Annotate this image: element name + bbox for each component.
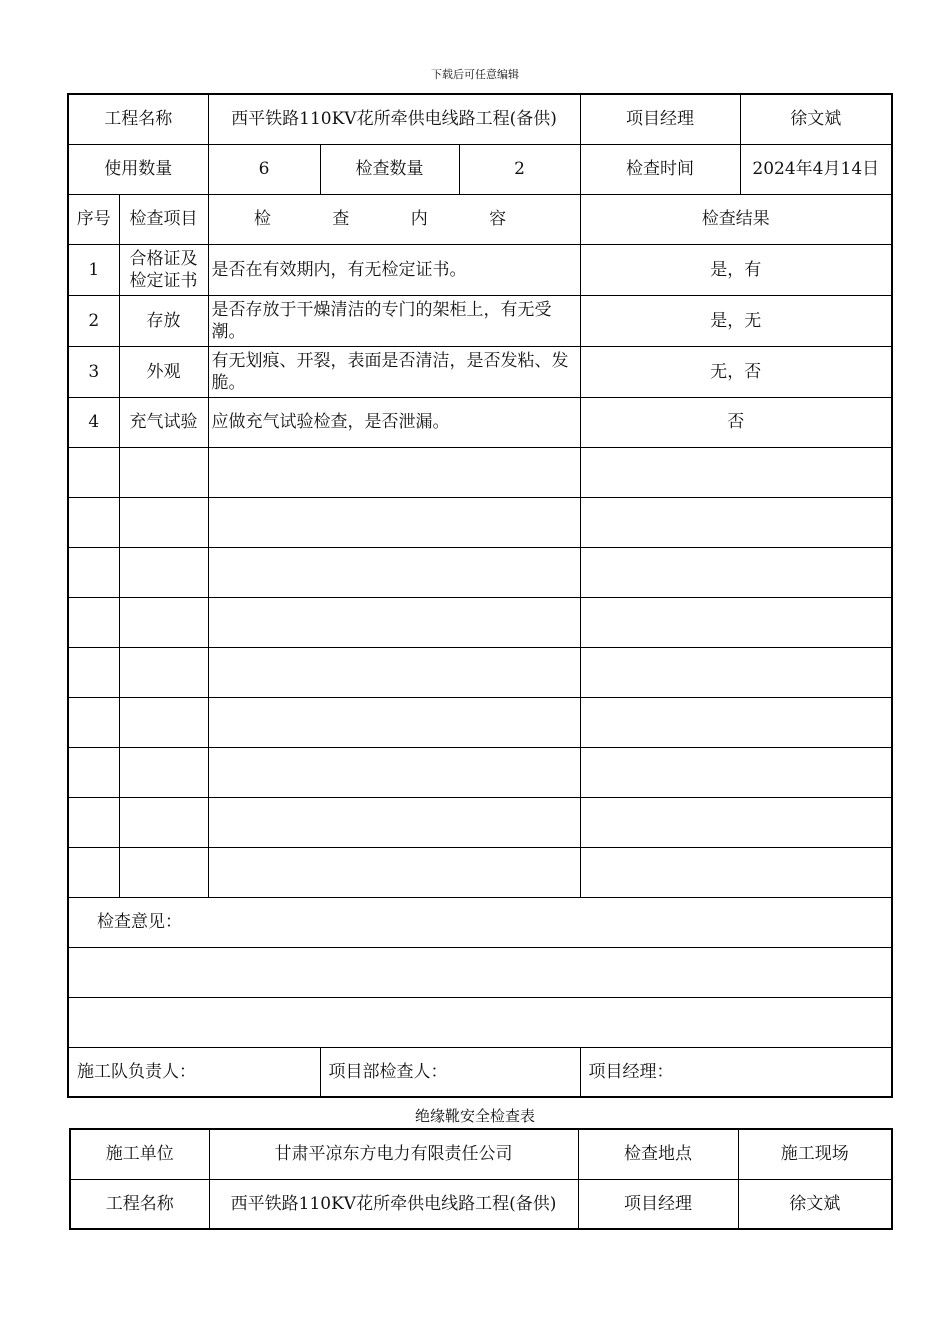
empty-row xyxy=(68,647,892,697)
header-check-content: 检 查 内 容 xyxy=(208,194,580,244)
empty-row xyxy=(68,697,892,747)
header-serial-no: 序号 xyxy=(68,194,119,244)
row-content: 是否在有效期内，有无检定证书。 xyxy=(208,244,580,295)
use-quantity-label: 使用数量 xyxy=(68,144,208,194)
opinion-line xyxy=(68,947,892,997)
opinion-line xyxy=(68,997,892,1047)
inspection-form-table xyxy=(67,93,893,1098)
row-result: 无，否 xyxy=(580,346,892,397)
construction-unit-label: 施工单位 xyxy=(70,1129,209,1179)
table-row xyxy=(68,397,892,447)
construction-unit-value: 甘肃平凉东方电力有限责任公司 xyxy=(209,1129,578,1179)
table-row xyxy=(68,295,892,346)
project-manager-value-2: 徐文斌 xyxy=(738,1179,892,1229)
check-quantity-value: 2 xyxy=(459,144,580,194)
row-content: 是否存放于干燥清洁的专门的架柜上，有无受潮。 xyxy=(208,295,580,346)
row-result: 是，无 xyxy=(580,295,892,346)
row-item: 合格证及检定证书 xyxy=(119,244,208,295)
team-leader-signature-label: 施工队负责人： xyxy=(68,1047,320,1097)
project-manager-label-2: 项目经理 xyxy=(578,1179,738,1229)
inspection-opinion-label: 检查意见： xyxy=(68,897,892,947)
row-content: 有无划痕、开裂，表面是否清洁，是否发粘、发脆。 xyxy=(208,346,580,397)
empty-row xyxy=(68,597,892,647)
project-name-label: 工程名称 xyxy=(68,94,208,144)
project-name-label-2: 工程名称 xyxy=(70,1179,209,1229)
row-result: 是，有 xyxy=(580,244,892,295)
header-check-result: 检查结果 xyxy=(580,194,892,244)
insulating-boots-form-table xyxy=(69,1128,893,1230)
project-manager-label: 项目经理 xyxy=(580,94,740,144)
check-location-label: 检查地点 xyxy=(578,1129,738,1179)
row-item: 外观 xyxy=(119,346,208,397)
empty-row xyxy=(68,847,892,897)
row-content: 应做充气试验检查，是否泄漏。 xyxy=(208,397,580,447)
manager-signature-label: 项目经理： xyxy=(580,1047,892,1097)
row-no: 1 xyxy=(68,244,119,295)
empty-row xyxy=(68,547,892,597)
row-no: 2 xyxy=(68,295,119,346)
project-name-value-2: 西平铁路110KV花所牵供电线路工程(备供) xyxy=(209,1179,578,1229)
use-quantity-value: 6 xyxy=(208,144,320,194)
project-manager-value: 徐文斌 xyxy=(740,94,892,144)
second-form-title: 绝缘靴安全检查表 xyxy=(414,1107,535,1125)
empty-row xyxy=(68,747,892,797)
check-time-label: 检查时间 xyxy=(580,144,740,194)
header-check-item: 检查项目 xyxy=(119,194,208,244)
empty-row xyxy=(68,497,892,547)
check-time-value: 2024年4月14日 xyxy=(740,144,892,194)
check-quantity-label: 检查数量 xyxy=(320,144,459,194)
row-item: 存放 xyxy=(119,295,208,346)
empty-row xyxy=(68,447,892,497)
row-result: 否 xyxy=(580,397,892,447)
empty-row xyxy=(68,797,892,847)
table-row xyxy=(68,244,892,295)
check-location-value: 施工现场 xyxy=(738,1129,892,1179)
row-no: 3 xyxy=(68,346,119,397)
row-no: 4 xyxy=(68,397,119,447)
dept-inspector-signature-label: 项目部检查人： xyxy=(320,1047,580,1097)
top-note: 下载后可任意编辑 xyxy=(431,68,519,81)
row-item: 充气试验 xyxy=(119,397,208,447)
project-name-value: 西平铁路110KV花所牵供电线路工程(备供) xyxy=(208,94,580,144)
table-row xyxy=(68,346,892,397)
